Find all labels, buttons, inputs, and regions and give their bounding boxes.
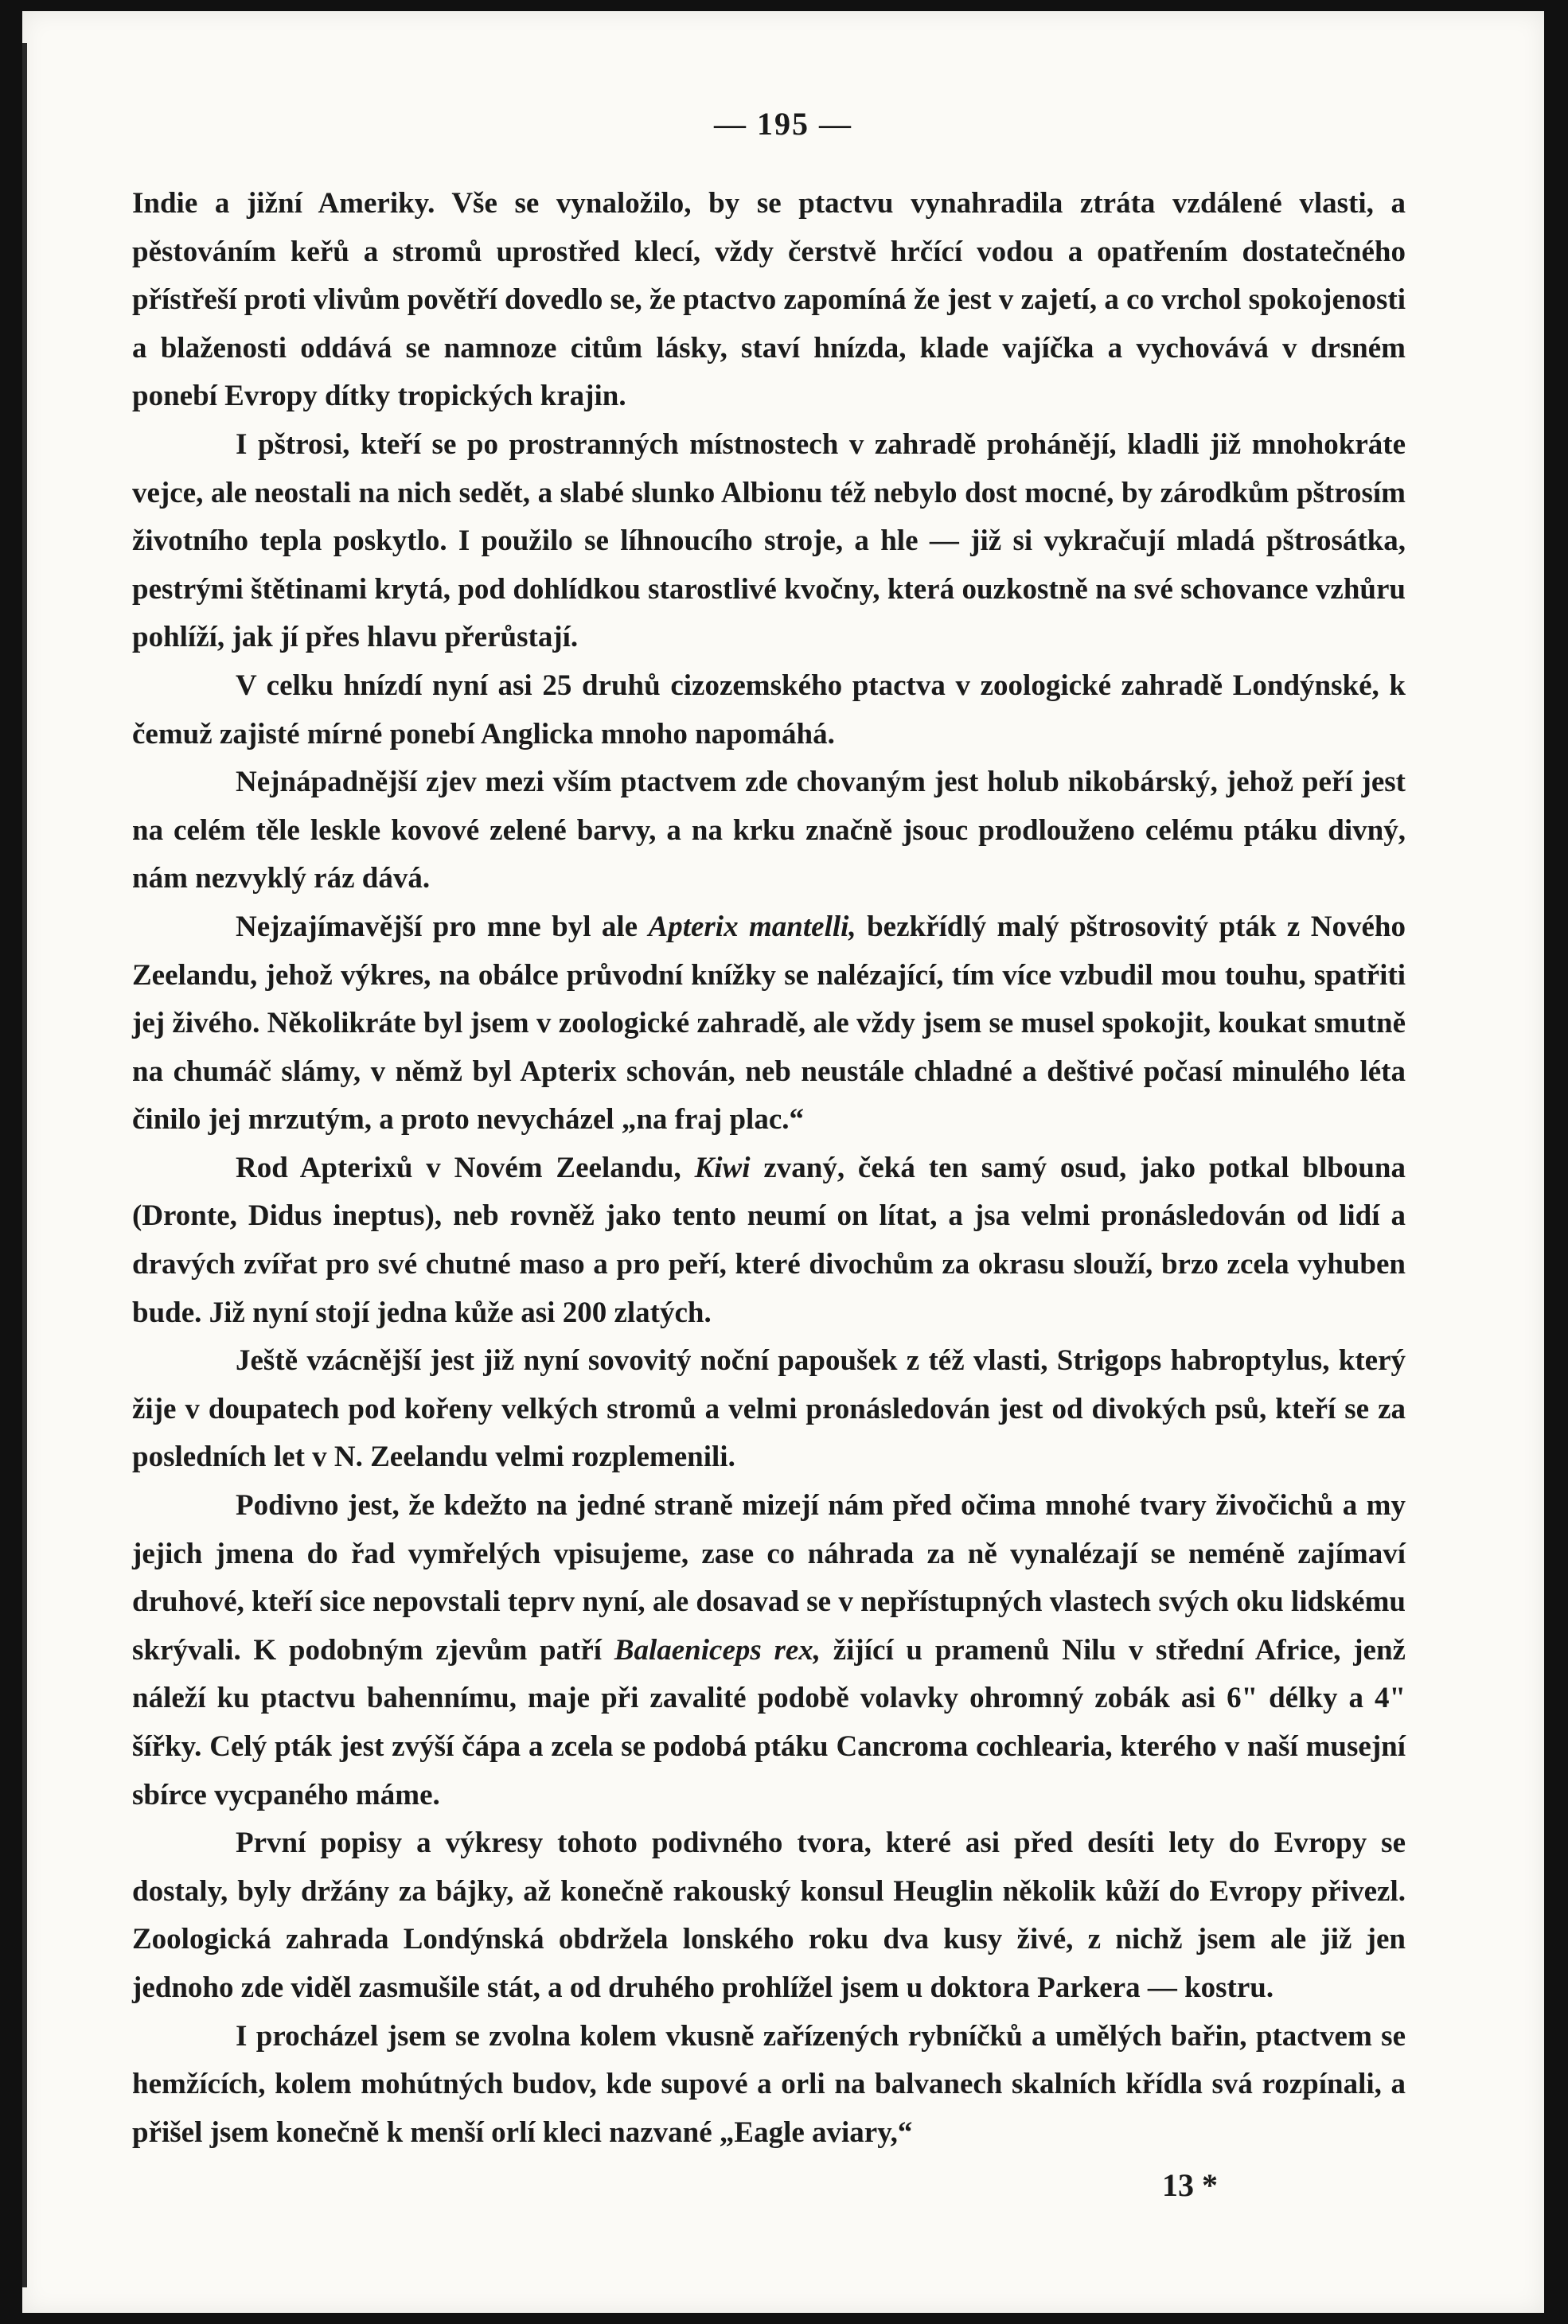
text-run: bezkřídlý malý pštrosovitý pták z Nového Zeelandu, jehož výkres, na obálce průvodní knížky se nalézající, tím více vzbudil mou touhu, spatřiti jej živého. Několikráte byl jsem v zoologické zahradě, ale vždy jsem se musel spokojit, koukat smutně na chumáč slámy, v němž byl Apterix schován, neb neustále chladné a deštivé počasí minulého léta činilo jej mrzutým, a proto nevycházel „na fraj plac.“ <box>132 910 1406 1137</box>
paragraph <box>132 662 1406 758</box>
italic-term: Apterix mantelli, <box>648 910 856 943</box>
signature-mark: 13 * <box>1162 2167 1218 2203</box>
body-text <box>132 180 1406 2157</box>
text-run: První popisy a výkresy tohoto podivného tvora, které asi před desíti lety do Evropy se dostaly, byly držány za bájky, až konečně rakouský konsul Heuglin několik kůží do Evropy přivezl. Zoologická zahrada Londýnská obdržela lonského roku dva kusy živé, z nichž jsem ale již jen jednoho zde viděl zasmušile stát, a od druhého prohlížel jsem u doktora Parkera — kostru. <box>132 1827 1406 2004</box>
paragraph <box>132 2013 1406 2158</box>
text-run: I procházel jsem se zvolna kolem vkusně zařízených rybníčků a umělých bařin, ptactvem se hemžících, kolem mohútných budov, kde supové a orli na balvanech skalních křídla svá rozpínali, a přišel jsem konečně k menší orlí kleci nazvané „Eagle aviary,“ <box>132 2019 1406 2149</box>
page-number: — 195 — <box>714 106 852 142</box>
text-run: Ještě vzácnější jest již nyní sovovitý noční papoušek z též vlasti, Strigops habroptylus, který žije v doupatech pod kořeny velkých stromů a velmi pronásledován jest od divokých psů, kteří se za posledních let v N. Zeelandu velmi rozplemenili. <box>132 1344 1406 1474</box>
book-page <box>22 11 1544 2313</box>
paragraph <box>132 758 1406 903</box>
italic-term: Balaeniceps rex, <box>614 1633 821 1667</box>
italic-term: Kiwi <box>694 1151 751 1184</box>
binding-edge <box>22 43 27 2287</box>
paragraph <box>132 1337 1406 1482</box>
text-run: Rod Apterixů v Novém Zeelandu, <box>236 1151 695 1184</box>
paragraph <box>132 1482 1406 1819</box>
text-run: zvaný, čeká ten samý osud, jako potkal blbouna (Dronte, Didus ineptus), neb rovněž jako tento neumí on lítat, a jsa velmi pronásledován od lidí a dravých zvířat pro své chutné maso a pro peří, které divochům za okrasu slouží, brzo zcela vyhuben bude. Již nyní stojí jedna kůže asi 200 zlatých. <box>132 1151 1406 1329</box>
text-run: Nejzajímavější pro mne byl ale <box>236 910 649 943</box>
text-run: V celku hnízdí nyní asi 25 druhů cizozemského ptactva v zoologické zahradě Londýnské, k čemuž zajisté mírné ponebí Anglicka mnoho napomáhá. <box>132 669 1406 751</box>
text-run: Podivno jest, že kdežto na jedné straně mizejí nám před očima mnohé tvary živočichů a my jejich jmena do řad vymřelých vpisujeme, zase co náhrada za ně vynalézají se neméně zajímaví druhové, kteří sice nepovstali teprv nyní, ale dosavad se v nepřístupných vlastech svých oku lidskému skrývali. K podobným zjevům patří <box>132 1489 1406 1667</box>
text-run: žijící u pramenů Nilu v střední Africe, jenž náleží ku ptactvu bahennímu, maje při zavalité podobě volavky ohromný zobák asi 6" délky a 4" šířky. Celý pták jest zvýší čápa a zcela se podobá ptáku Cancroma cochlearia, kterého v naší musejní sbírce vycpaného máme. <box>132 1633 1406 1811</box>
paragraph <box>132 903 1406 1144</box>
paragraph <box>132 1819 1406 2012</box>
text-run: Nejnápadnější zjev mezi vším ptactvem zde chovaným jest holub nikobárský, jehož peří jest na celém těle leskle kovové zelené barvy, a na krku značně jsouc prodlouženo celému ptáku divný, nám nezvyklý ráz dává. <box>132 766 1406 895</box>
paragraph <box>132 180 1406 421</box>
text-run: I pštrosi, kteří se po prostranných místnostech v zahradě prohánějí, kladli již mnohokráte vejce, ale neostali na nich sedět, a slabé slunko Albionu též nebylo dost mocné, by zárodkům pštrosím životního tepla poskytlo. I použilo se líhnoucího stroje, a hle — již si vykračují mladá pštrosátka, pestrými štětinami krytá, pod dohlídkou starostlivé kvočny, která ouzkostně na své schovance vzhůru pohlíží, jak jí přes hlavu přerůstají. <box>132 427 1406 654</box>
paragraph <box>132 1144 1406 1337</box>
paragraph <box>132 421 1406 662</box>
text-run: Indie a jižní Ameriky. Vše se vynaložilo, by se ptactvu vynahradila ztráta vzdálené vlasti, a pěstováním keřů a stromů uprostřed klecí, vždy čerstvě hrčící vodou a opatřením dostatečného přístřeší proti vlivům povětří dovedlo se, že ptactvo zapomíná že jest v zajetí, a co vrchol spokojenosti a blaženosti oddává se namnoze citům lásky, staví hnízda, klade vajíčka a vychovává v drsném ponebí Evropy dítky tropických krajin. <box>132 187 1406 413</box>
